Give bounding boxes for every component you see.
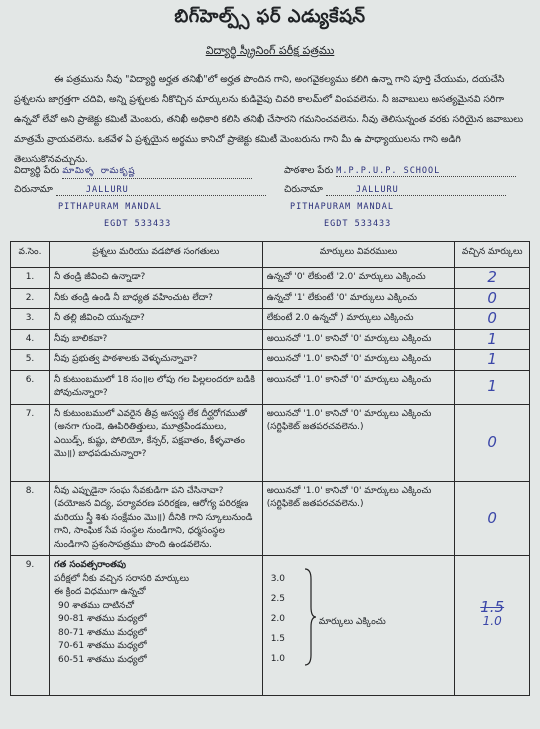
row-question: నీ తండ్రి జీవించి ఉన్నాడా? — [49, 268, 262, 289]
col-header-number: వ.సెం. — [11, 242, 50, 268]
row-score[interactable]: 1 — [455, 370, 530, 404]
marks-scale-values — [271, 569, 285, 669]
row-number: 8. — [11, 481, 50, 556]
scale-value: 1.0 — [270, 654, 286, 664]
row-score[interactable]: 0 — [455, 481, 530, 556]
row-question: నీకు తండ్రి ఉండి నీ బాధ్యత వహించుట లేదా? — [49, 288, 262, 309]
student-address-row — [14, 184, 266, 197]
table-row-average-marks — [11, 556, 530, 696]
scale-value: 1.5 — [270, 634, 286, 644]
row-question: నీ కుటుంబములో 18 సం॥ల లోపు గల పిల్లలందరూ బడికి పోవుచున్నారా? — [49, 370, 262, 404]
student-address-line-1: JALLURU — [56, 185, 266, 196]
school-address-line-2: PITHAPURAM MANDAL — [290, 202, 394, 212]
table-row — [11, 309, 530, 330]
row-number: 2. — [11, 288, 50, 309]
range-label: 80-71 శాతము మధ్యలో — [57, 627, 147, 638]
scale-value: 3.0 — [270, 574, 286, 584]
school-name-value: M.P.P.U.P. SCHOOL — [336, 166, 516, 177]
row-question-line: పరీక్షలో నీకు వచ్చిన సరాసరి మార్కులు — [53, 573, 190, 584]
row-marks-rule: అయినచో '1.0' కానిచో '0' మార్కులు ఎక్కించు (సర్టిఫికెట్ జతపరచవలెను.) — [262, 481, 455, 556]
row-question: నీవు ఎప్పుడైనా సంఘ సేవకుడిగా పని చేసినావా? (వయోజన విద్య, పర్యావరణ పరిరక్షణ, ఆరోగ్య పరిరక్షణ మరియు స్త్రీ శిశు సంక్షేమం మొ॥) దీనికి గాని స్కూలునుండి గాని, సాంఘిక సేవ సంస్థల నుండిగాని, ధర్మసంస్థల నుండిగాని ప్రశంసాపత్రము పొంది ఉండవలెను. — [49, 481, 262, 556]
table-row — [11, 404, 530, 481]
row-score[interactable]: 1 — [455, 350, 530, 371]
table-row — [11, 329, 530, 350]
row-score[interactable]: 0 — [455, 404, 530, 481]
student-name-row — [14, 165, 252, 179]
row-question: నీవు ప్రభుత్వ పాఠశాలకు వెళ్ళుచున్నావా? — [49, 350, 262, 371]
row-score[interactable]: 0 — [455, 288, 530, 309]
form-title: బిగ్‌హెల్ప్స్ ఫర్ ఎడ్యుకేషన్ — [174, 6, 366, 27]
row-number: 9. — [11, 556, 50, 696]
instructions-paragraph: ఈ పత్రమును నీవు "విద్యార్థి అర్హత తనిఖీ"లో అర్హత పొందిన గాని, అంగవైకల్యము కలిగి ఉన్నా గాని పూర్తి చేయుమ, దయచేసి ప్రశ్నలను జాగ్రత్తగా చదివి, అన్ని ప్రశ్నలకు నీకొచ్చిన మార్కులను కుడివైపు చివరి కాలమ్‌లో వింపవలెను. నీ జవాబులు అసత్యమైనవి సరిగా ఉన్నవో లేవో అని ప్రాజెక్టు కమిటీ మెంబరు, తనిఖీ అధికారి కలిసి తనిఖీ చేసారని గమనించవలెను. నీవు తెలిసున్నంత వరకు సరియైన జవాబులు మాత్రమే వ్రాయవలెను. ఒకవేళ ఏ ప్రశ్నయైన అర్థము కానిచో ప్రాజెక్టు కమిటీ మెంబరును గాని మీ ఉ పాధ్యాయులను గాని అడిగి తెలుసుకొనవచ్చును. — [14, 74, 524, 165]
row-score[interactable]: 1 — [455, 329, 530, 350]
student-address-label: చిరునామా — [14, 184, 53, 195]
row-number: 3. — [11, 309, 50, 330]
row-number: 1. — [11, 268, 50, 289]
form-subtitle: విద్యార్థి స్క్రీనింగ్ పరీక్ష పత్రము — [205, 44, 335, 57]
student-address-line-3: EGDT 533433 — [104, 219, 172, 229]
table-row — [11, 481, 530, 556]
row-score-final: 1.0 — [482, 613, 502, 628]
row-question-title: గత సంవత్సరాంతపు — [53, 560, 126, 570]
table-row — [11, 370, 530, 404]
row-question: నీవు బాలికవా? — [49, 329, 262, 350]
scale-value: 2.0 — [270, 614, 286, 624]
row-number: 5. — [11, 350, 50, 371]
school-address-row — [284, 184, 506, 197]
row-marks-rule: అయినచో '1.0' కానిచో '0' మార్కులు ఎక్కించు (సర్టిఫికెట్ జతపరచవలెను.) — [262, 404, 455, 481]
row-score[interactable]: 0 — [455, 309, 530, 330]
row-question: నీ కుటుంబములో ఎవరైన తీవ్ర అస్వస్థ లేక దీర్ఘరోగముతో (అనగా గుండె, ఊపిరితిత్తులు, మూత్రపిండములు, ఎయిడ్స్, కుష్టు, పోలియో, కేన్సర్, పక్షవాతం, కీళ్ళవాతం మొ॥) బాధపడుచున్నారా? — [49, 404, 262, 481]
row-number: 6. — [11, 370, 50, 404]
row-marks-rule: అయినచో '1.0' కానిచో '0' మార్కులు ఎక్కించు — [262, 329, 455, 350]
row-marks-rule: ఉన్నచో '1' లేకుంటే '0' మార్కులు ఎక్కించు — [262, 288, 455, 309]
row-question-line: ఈ క్రింద విధముగా ఉన్నచో — [53, 587, 146, 597]
school-address-line-1: JALLURU — [326, 185, 506, 196]
school-address-line-3: EGDT 533433 — [324, 219, 392, 229]
row-marks-rule: ఉన్నచో '0' లేకుంటే '2.0' మార్కులు ఎక్కించు — [262, 268, 455, 289]
row-marks-rule: అయినచో '1.0' కానిచో '0' మార్కులు ఎక్కించు — [262, 370, 455, 404]
row-marks-rule: అయినచో '1.0' కానిచో '0' మార్కులు ఎక్కించు — [262, 350, 455, 371]
row-marks-rule: లేకుంటే 2.0 ఉన్నచో ) మార్కులు ఎక్కించు — [262, 309, 455, 330]
col-header-marks-obtained: వచ్చిన మార్కులు — [455, 242, 530, 268]
range-label: 90-81 శాతము మధ్యలో — [57, 614, 147, 624]
range-label: 90 శాతము దాటినచో — [57, 600, 134, 611]
col-header-questions: ప్రశ్నలు మరియు వడపోత సంగతులు — [49, 242, 262, 268]
school-address-label: చిరునామా — [284, 184, 323, 195]
school-name-label: పాఠశాల పేరు — [284, 165, 334, 176]
school-name-row — [284, 165, 516, 178]
row-score-struck — [459, 598, 525, 616]
student-address-line-2: PITHAPURAM MANDAL — [58, 202, 162, 212]
row-score[interactable]: 2 — [455, 268, 530, 289]
row-score-old: 1.5 — [480, 598, 505, 616]
row-question — [49, 556, 262, 696]
row-number: 4. — [11, 329, 50, 350]
marks-scale — [267, 559, 451, 692]
marks-scale-note: మార్కులు ఎక్కించు — [318, 617, 386, 627]
row-marks-rule — [262, 556, 455, 696]
right-brace-icon — [303, 567, 317, 667]
table-row — [11, 268, 530, 289]
screening-table — [10, 241, 530, 696]
scale-value: 2.5 — [270, 594, 286, 604]
table-row — [11, 350, 530, 371]
row-score[interactable] — [455, 556, 530, 696]
student-name-value: మామిళ్ళ రామకృష్ణ — [62, 166, 252, 179]
col-header-marks-details: మార్కులు వివరములు — [262, 242, 455, 268]
row-question: నీ తల్లి జీవించి యున్నదా? — [49, 309, 262, 330]
range-label: 70-61 శాతము మధ్యలో — [57, 641, 147, 651]
range-label: 60-51 శాతము మధ్యలో — [57, 654, 147, 665]
table-header-row — [11, 242, 530, 268]
row-number: 7. — [11, 404, 50, 481]
table-row — [11, 288, 530, 309]
student-name-label: విద్యార్థి పేరు — [14, 165, 60, 176]
